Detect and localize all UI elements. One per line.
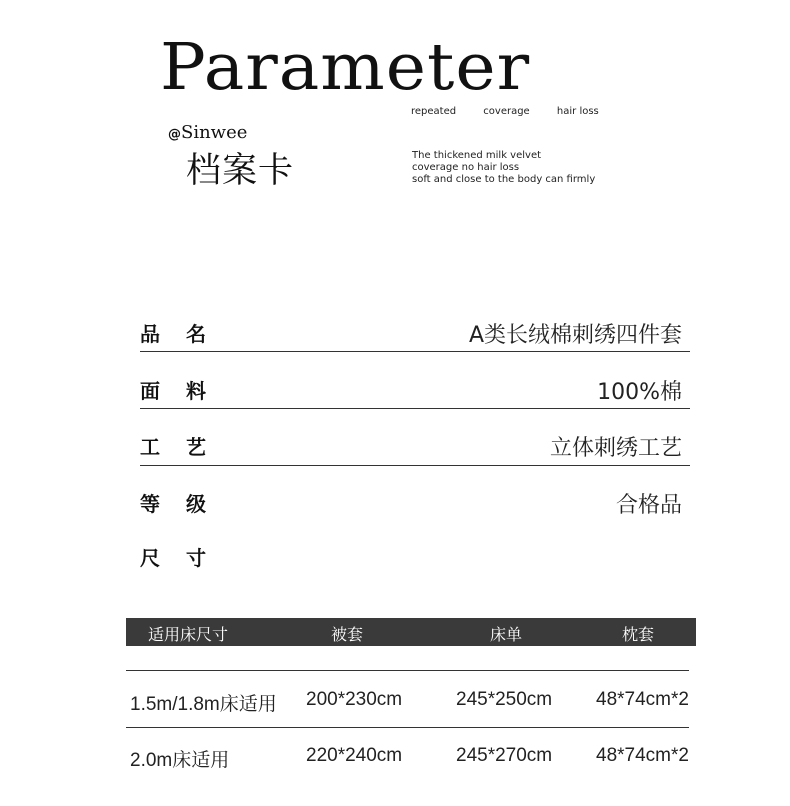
divider: [140, 408, 690, 409]
spec-label: 面料: [140, 379, 232, 403]
table-cell: 2.0m床适用: [130, 750, 230, 771]
description-line: soft and close to the body can firmly: [412, 174, 596, 185]
spec-label: 工艺: [140, 435, 232, 459]
spec-row-fabric: [140, 375, 690, 405]
spec-value: 立体刺绣工艺: [549, 436, 682, 461]
brand-logo: [168, 122, 247, 143]
table-cell: 1.5m/1.8m床适用: [130, 694, 277, 715]
feature-tags: [411, 106, 623, 117]
table-cell: 48*74cm*2: [596, 689, 689, 710]
column-header: 被套: [331, 625, 364, 644]
column-header: 床单: [490, 625, 523, 644]
card-title: 档案卡: [186, 151, 295, 191]
column-header: 枕套: [622, 625, 655, 644]
tag-repeated: repeated: [411, 106, 457, 117]
table-cell: 220*240cm: [306, 745, 403, 766]
divider: [140, 465, 690, 466]
description-line: coverage no hair loss: [412, 162, 520, 173]
brand-name: Sinwee: [181, 122, 248, 143]
table-cell: 245*250cm: [456, 689, 553, 710]
spec-row-grade: [140, 488, 690, 518]
table-cell: 245*270cm: [456, 745, 553, 766]
tag-coverage: coverage: [483, 106, 530, 117]
divider: [126, 670, 689, 671]
spec-value: 100%棉: [597, 380, 682, 405]
tag-hair-loss: hair loss: [556, 106, 599, 117]
spec-row-size: [140, 542, 690, 572]
spec-value: A类长绒棉刺绣四件套: [468, 323, 682, 348]
spec-row-craft: [140, 431, 690, 461]
page-title: Parameter: [160, 30, 531, 106]
size-table-header: [126, 618, 696, 646]
divider: [140, 351, 690, 352]
brand-at-sign: @: [168, 127, 181, 142]
spec-label: 品名: [140, 322, 232, 346]
spec-value: 合格品: [615, 493, 682, 518]
column-header: 适用床尺寸: [148, 625, 229, 644]
table-cell: 200*230cm: [306, 689, 403, 710]
spec-label: 等级: [140, 492, 232, 516]
spec-row-name: [140, 318, 690, 348]
table-cell: 48*74cm*2: [596, 745, 689, 766]
spec-label: 尺寸: [140, 546, 232, 570]
divider: [126, 727, 689, 728]
product-description: [412, 150, 595, 186]
description-line: The thickened milk velvet: [412, 150, 542, 161]
